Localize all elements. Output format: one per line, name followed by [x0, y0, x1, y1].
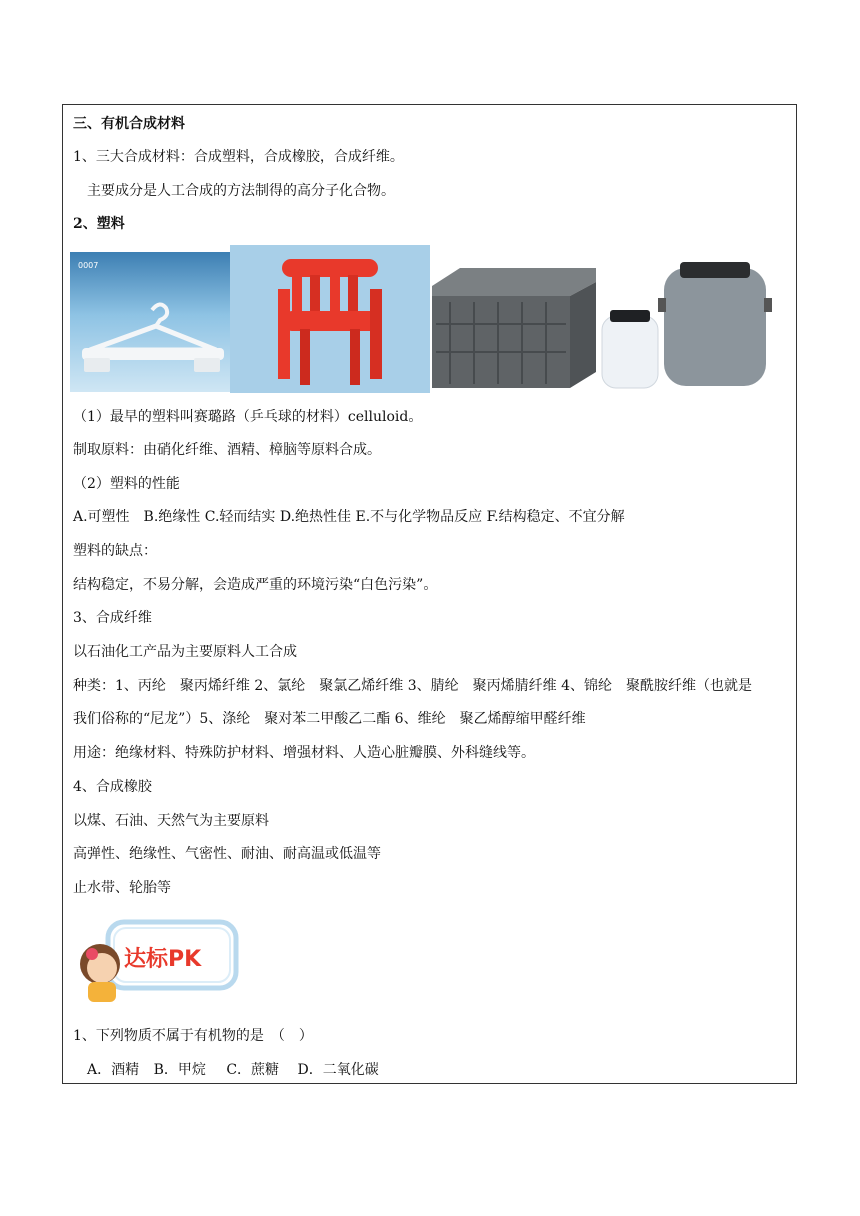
fiber-heading: 3、合成纤维	[73, 610, 152, 626]
fiber-p1: 以石油化工产品为主要原料人工合成	[73, 644, 297, 660]
pk-badge	[74, 912, 244, 1008]
plastic-p3: （2）塑料的性能	[73, 476, 180, 492]
fiber-p2: 种类：1、丙纶 聚丙烯纤维 2、氯纶 聚氯乙烯纤维 3、腈纶 聚丙烯腈纤维 4、锦纶 聚酰胺纤维（也就是	[73, 678, 752, 694]
intro-line-1: 1、三大合成材料：合成塑料，合成橡胶，合成纤维。	[73, 149, 404, 165]
fiber-p4: 用途：绝缘材料、特殊防护材料、增强材料、人造心脏瓣膜、外科缝线等。	[73, 745, 535, 761]
question-options	[87, 1061, 379, 1079]
rubber-p3: 止水带、轮胎等	[73, 880, 171, 896]
chair-icon	[230, 245, 430, 393]
option-d[interactable]: D．二氧化碳	[297, 1062, 379, 1078]
chair-photo	[230, 245, 430, 393]
fiber-p3: 我们俗称的“尼龙”）5、涤纶 聚对苯二甲酸乙二酯 6、维纶 聚乙烯醇缩甲醛纤维	[73, 711, 586, 727]
rubber-p2: 高弹性、绝缘性、气密性、耐油、耐高温或低温等	[73, 846, 381, 862]
plastic-heading: 2、塑料	[73, 216, 125, 232]
option-c[interactable]: C．蔗糖	[226, 1062, 280, 1078]
intro-line-2: 主要成分是人工合成的方法制得的高分子化合物。	[87, 183, 395, 199]
badge-label: 达标PK	[124, 947, 202, 972]
rubber-heading: 4、合成橡胶	[73, 779, 152, 795]
question-stem: 1、下列物质不属于有机物的是 （ ）	[73, 1028, 313, 1044]
crate-photo	[430, 252, 598, 392]
hanger-icon	[70, 252, 230, 392]
plastic-p4: A.可塑性 B.绝缘性 C.轻而结实 D.绝热性佳 E.不与化学物品反应 F.结构稳定、不宜分解	[73, 509, 625, 525]
photo-code: 0007	[78, 261, 99, 270]
hanger-photo	[70, 252, 230, 392]
plastic-p6: 结构稳定，不易分解，会造成严重的环境污染“白色污染”。	[73, 577, 438, 593]
drums-photo	[598, 258, 772, 392]
section-title: 三、有机合成材料	[73, 116, 185, 132]
plastic-p2: 制取原料：由硝化纤维、酒精、樟脑等原料合成。	[73, 442, 381, 458]
option-b[interactable]: B．甲烷	[153, 1062, 206, 1078]
plastic-p1: （1）最早的塑料叫赛璐路（乒乓球的材料）celluloid。	[73, 409, 423, 425]
option-a[interactable]: A．酒精	[87, 1062, 140, 1078]
drums-icon	[598, 258, 772, 392]
crate-icon	[430, 252, 598, 392]
rubber-p1: 以煤、石油、天然气为主要原料	[73, 813, 269, 829]
plastic-p5: 塑料的缺点：	[73, 543, 157, 559]
